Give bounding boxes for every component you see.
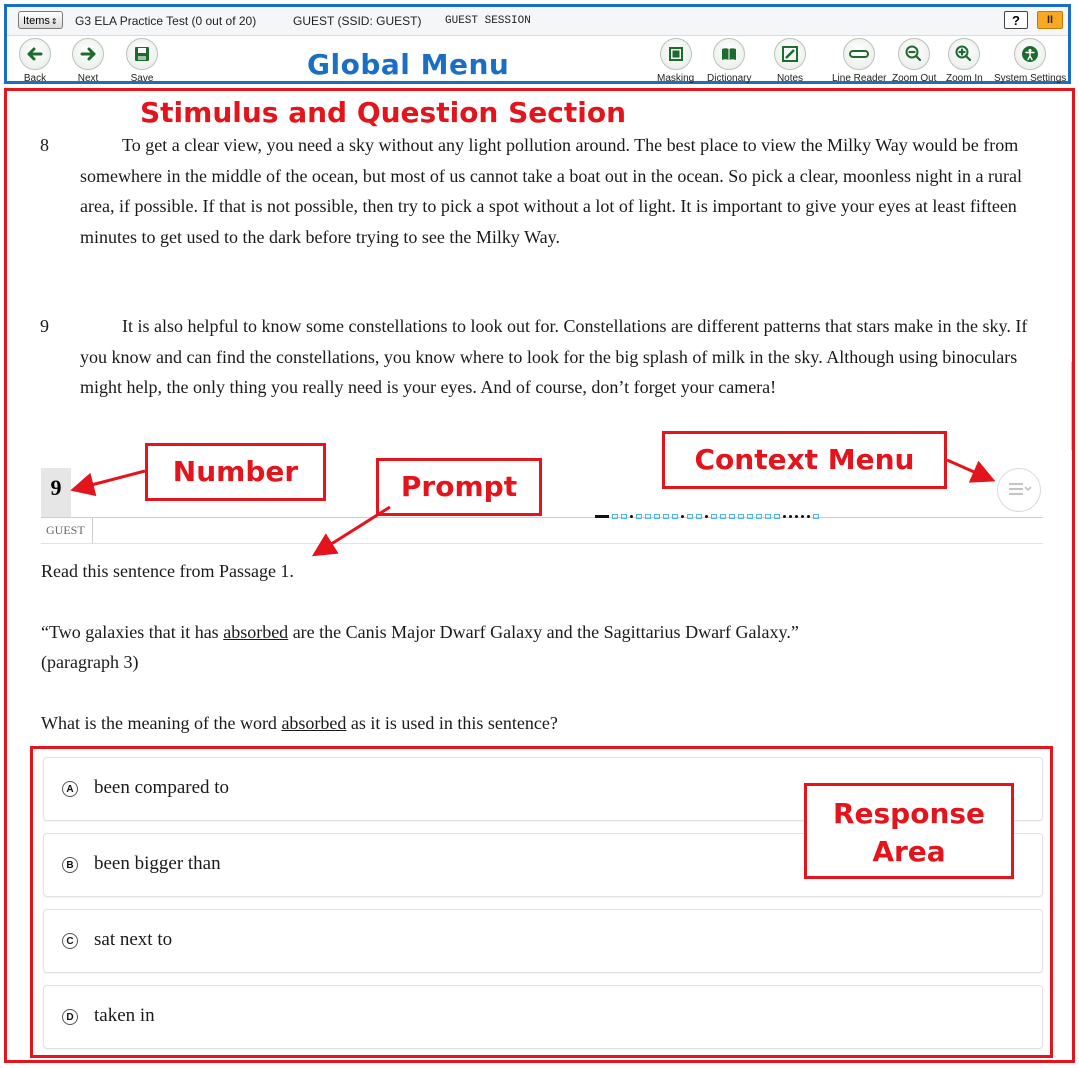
prompt-before: What is the meaning of the word: [41, 713, 282, 733]
progress-square: [687, 514, 693, 519]
progress-square: [645, 514, 651, 519]
zoom-in-icon: [948, 38, 980, 70]
prompt-callout: Prompt: [376, 458, 542, 516]
progress-square: [729, 514, 735, 519]
underlined-word: absorbed: [281, 713, 347, 733]
progress-indicator: [595, 512, 819, 520]
progress-dot: [795, 515, 798, 518]
passage-paragraph: [40, 311, 1050, 403]
system-settings-button[interactable]: [994, 38, 1066, 84]
items-dropdown-button[interactable]: [18, 11, 63, 29]
progress-dot: [681, 515, 684, 518]
paragraph-text: It is also helpful to know some constellations to look out for. Constellations are different patterns that stars make in the sky. If you know and can find the constellations, you know where to look for the big splash of milk in the sky. Although using binoculars might help, the only thing you really need is your eyes. And of course, don’t forget your camera!: [80, 316, 1028, 397]
items-button-label: Items: [23, 15, 50, 27]
back-arrow-icon: [19, 38, 51, 70]
masking-button[interactable]: [657, 38, 694, 84]
progress-square: [738, 514, 744, 519]
option-text: taken in: [94, 1005, 155, 1026]
progress-square: [612, 514, 618, 519]
passage-paragraph: [40, 130, 1050, 252]
number-callout: Number: [145, 443, 326, 501]
context-menu-button[interactable]: [997, 468, 1041, 512]
question-prompt: [41, 708, 558, 738]
progress-dot: [789, 515, 792, 518]
paragraph-number: 8: [40, 135, 49, 155]
progress-square: [663, 514, 669, 519]
global-menu: [4, 4, 1071, 84]
context-menu-callout: Context Menu: [662, 431, 947, 489]
progress-square: [672, 514, 678, 519]
progress-square: [621, 514, 627, 519]
progress-dot: [783, 515, 786, 518]
session-info: GUEST SESSION: [445, 15, 531, 27]
pause-button[interactable]: II: [1037, 11, 1063, 29]
answer-option-c[interactable]: [43, 909, 1043, 973]
quote-before: “Two galaxies that it has: [41, 622, 224, 642]
option-letter: B: [62, 857, 78, 873]
prompt-after: as it is used in this sentence?: [346, 713, 558, 733]
zoom-out-icon: [898, 38, 930, 70]
answer-option-d[interactable]: [43, 985, 1043, 1049]
paragraph-text: To get a clear view, you need a sky without any light pollution around. The best place to view the Milky Way would be from somewhere in the middle of the ocean, but most of us cannot take a boat out in the ocean. So pick a clear, moonless night in a rural area, if possible. If that is not possible, then try to pick a spot without a lot of light. It is important to give your eyes at least fifteen minutes to get used to the dark before trying to see the Milky Way.: [80, 135, 1023, 247]
progress-square: [696, 514, 702, 519]
save-label: Save: [130, 73, 154, 84]
notes-pencil-icon: [774, 38, 806, 70]
stimulus-section-annotation: Stimulus and Question Section: [140, 96, 627, 129]
divider: [41, 517, 1043, 518]
next-label: Next: [77, 73, 99, 84]
stimulus-question-section: [4, 88, 1075, 1063]
option-text: been compared to: [94, 777, 230, 798]
response-callout-line1: Response: [832, 797, 986, 830]
zoom-out-label: Zoom Out: [892, 73, 937, 84]
line-reader-label: Line Reader: [832, 73, 887, 84]
help-button[interactable]: ?: [1004, 11, 1028, 29]
next-arrow-icon: [72, 38, 104, 70]
question-number: 9: [50, 475, 62, 500]
progress-square: [654, 514, 660, 519]
progress-square: [720, 514, 726, 519]
dictionary-book-icon: [713, 38, 745, 70]
top-info-bar: [7, 7, 1068, 36]
progress-square: [711, 514, 717, 519]
next-button[interactable]: [72, 38, 104, 84]
system-settings-label: System Settings: [994, 73, 1067, 84]
back-label: Back: [23, 73, 47, 84]
student-info: GUEST (SSID: GUEST): [293, 14, 422, 28]
progress-dot: [801, 515, 804, 518]
scrollbar-thumb[interactable]: [1071, 361, 1074, 451]
option-text: been bigger than: [94, 853, 221, 874]
global-menu-annotation: Global Menu: [307, 48, 510, 81]
notes-button[interactable]: [774, 38, 806, 84]
progress-square: [636, 514, 642, 519]
question-number-box: [41, 468, 71, 518]
option-letter: C: [62, 933, 78, 949]
option-letter: A: [62, 781, 78, 797]
progress-dot: [807, 515, 810, 518]
progress-square: [747, 514, 753, 519]
quote-reference: (paragraph 3): [41, 652, 139, 672]
menu-lines-icon: [998, 469, 1040, 511]
masking-icon: [660, 38, 692, 70]
progress-square: [765, 514, 771, 519]
underlined-word: absorbed: [223, 622, 289, 642]
line-reader-button[interactable]: [832, 38, 886, 84]
updown-arrow-icon: ⇕: [50, 17, 58, 26]
progress-square: [813, 514, 819, 519]
save-button[interactable]: [126, 38, 158, 84]
response-callout-line2: Area: [872, 835, 946, 868]
response-area-callout: [804, 783, 1014, 879]
progress-square: [774, 514, 780, 519]
save-disk-icon: [126, 38, 158, 70]
option-text: sat next to: [94, 929, 173, 950]
question-stem-intro: Read this sentence from Passage 1.: [41, 561, 294, 581]
zoom-in-button[interactable]: [946, 38, 983, 84]
test-title: G3 ELA Practice Test (0 out of 20): [75, 14, 257, 28]
option-letter: D: [62, 1009, 78, 1025]
quote-after: are the Canis Major Dwarf Galaxy and the Sagittarius Dwarf Galaxy.”: [288, 622, 799, 642]
masking-label: Masking: [657, 73, 695, 84]
question-quote: [41, 617, 1001, 677]
accessibility-icon: [1014, 38, 1046, 70]
zoom-in-label: Zoom In: [946, 73, 983, 84]
dictionary-label: Dictionary: [707, 73, 752, 84]
dictionary-button[interactable]: [707, 38, 751, 84]
zoom-out-button[interactable]: [892, 38, 936, 84]
back-button[interactable]: [19, 38, 51, 84]
notes-label: Notes: [776, 73, 804, 84]
progress-dash: [595, 515, 609, 518]
line-reader-icon: [843, 38, 875, 70]
divider: [41, 543, 1043, 544]
user-tag: GUEST: [41, 518, 93, 543]
progress-dot: [705, 515, 708, 518]
progress-dot: [630, 515, 633, 518]
paragraph-number: 9: [40, 316, 49, 336]
progress-square: [756, 514, 762, 519]
